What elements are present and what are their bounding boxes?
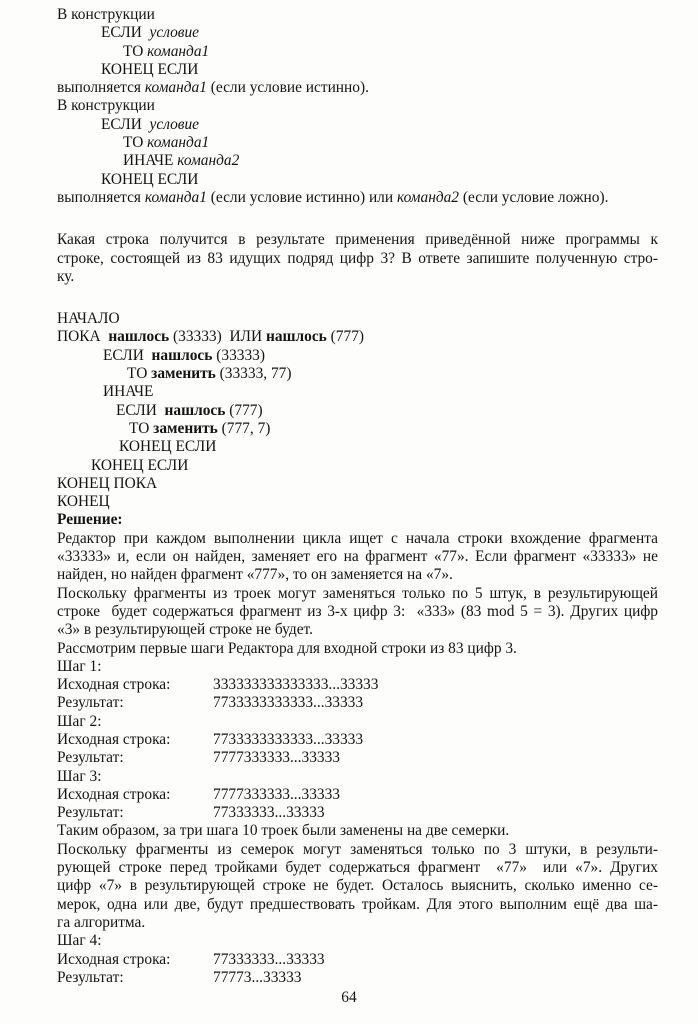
keyword-if: ЕСЛИ bbox=[116, 401, 165, 419]
paragraph-line: найден, но найден фрагмент «777», то он заменяется на «7». bbox=[57, 566, 453, 584]
page-number: 64 bbox=[341, 989, 357, 1006]
code-line-end bbox=[57, 493, 658, 511]
term-condition: условие bbox=[149, 24, 200, 42]
step-label: Шаг 3: bbox=[57, 767, 102, 785]
code-line-endif bbox=[57, 171, 658, 189]
paragraph-line: строке будет содержаться фрагмент из 3-х цифр 3: «333» (83 mod 5 = 3). Других цифр bbox=[57, 602, 658, 620]
result-value: 77773...33333 bbox=[213, 968, 302, 986]
step-result-row bbox=[57, 749, 658, 767]
keyword-endif: КОНЕЦ ЕСЛИ bbox=[91, 456, 189, 474]
func-found: нашлось bbox=[151, 346, 213, 364]
code-text: (33333) bbox=[212, 346, 265, 364]
code-line-else bbox=[57, 152, 658, 170]
paragraph-line: «3» в результирующей строке не будет. bbox=[57, 621, 313, 639]
solution-paragraph-3: Рассмотрим первые шаги Редактора для входной строки из 83 цифр 3. bbox=[57, 639, 517, 657]
source-string-value: 7777333333...33333 bbox=[213, 785, 340, 803]
result-label: Результат: bbox=[57, 694, 124, 712]
step-source-row bbox=[57, 786, 658, 804]
step-source-row bbox=[57, 676, 658, 694]
paragraph-line: га алгоритма. bbox=[57, 913, 146, 931]
question-line: строке, состоящей из 83 идущих подряд цифр 3? В ответе запишите полученную стро- bbox=[57, 249, 658, 267]
step-source-row bbox=[57, 951, 658, 969]
construct-result-line bbox=[57, 79, 658, 97]
step-2-block bbox=[57, 713, 658, 768]
keyword-while: ПОКА bbox=[57, 328, 109, 346]
code-text: (777) bbox=[225, 401, 263, 419]
step-4-block bbox=[57, 932, 658, 987]
keyword-endwhile: КОНЕЦ ПОКА bbox=[57, 474, 158, 492]
keyword-if: ЕСЛИ bbox=[103, 346, 152, 364]
source-string-value: 77333333...33333 bbox=[213, 950, 325, 968]
code-line-then bbox=[57, 134, 658, 152]
keyword-if: ЕСЛИ bbox=[101, 24, 150, 42]
keyword-then: ТО bbox=[127, 365, 152, 383]
code-line-then-nested bbox=[57, 420, 658, 438]
code-line-endif bbox=[57, 457, 658, 475]
code-line-endif bbox=[57, 61, 658, 79]
result-text: (если условие истинно). bbox=[206, 79, 369, 97]
result-text: выполняется bbox=[57, 79, 145, 97]
spacer bbox=[57, 207, 658, 231]
code-text: (33333, 77) bbox=[215, 365, 292, 383]
result-label: Результат: bbox=[57, 749, 124, 767]
solution-paragraph-2 bbox=[57, 585, 658, 640]
keyword-endif: КОНЕЦ ЕСЛИ bbox=[119, 438, 217, 456]
keyword-then: ТО bbox=[123, 42, 148, 60]
term-command1: команда1 bbox=[147, 42, 210, 60]
solution-section bbox=[57, 511, 658, 987]
code-text: (33333) ИЛИ bbox=[169, 328, 266, 346]
keyword-else: ИНАЧЕ bbox=[123, 152, 178, 170]
paragraph-line: рующей строке перед тройками будет содержаться фрагмент «77» или «7». Других bbox=[57, 859, 658, 877]
construct-intro bbox=[57, 6, 658, 24]
result-value: 7733333333333...33333 bbox=[213, 694, 364, 712]
solution-heading: Решение: bbox=[57, 511, 123, 529]
program-listing bbox=[57, 310, 658, 511]
result-text: выполняется bbox=[57, 188, 145, 206]
step-result-row bbox=[57, 694, 658, 712]
source-string-label: Исходная строка: bbox=[57, 730, 171, 748]
result-text: (если условие истинно) или bbox=[206, 188, 397, 206]
func-found: нашлось bbox=[164, 401, 226, 419]
code-line-if bbox=[57, 24, 658, 42]
source-string-label: Исходная строка: bbox=[57, 950, 171, 968]
construct-intro bbox=[57, 97, 658, 115]
code-line-then bbox=[57, 365, 658, 383]
step-3-block bbox=[57, 768, 658, 823]
solution-paragraph-1 bbox=[57, 530, 658, 585]
result-label: Результат: bbox=[57, 968, 124, 986]
result-text: (если условие ложно). bbox=[459, 188, 609, 206]
func-replace: заменить bbox=[151, 365, 216, 383]
source-string-label: Исходная строка: bbox=[57, 785, 171, 803]
page-content bbox=[57, 6, 658, 987]
code-text: (777) bbox=[326, 328, 365, 346]
keyword-endif: КОНЕЦ ЕСЛИ bbox=[101, 170, 199, 188]
term-command1: команда1 bbox=[144, 188, 207, 206]
keyword-then: ТО bbox=[123, 134, 148, 152]
code-line-if-nested bbox=[57, 402, 658, 420]
code-line-while bbox=[57, 328, 658, 346]
result-value: 77333333...33333 bbox=[213, 804, 325, 822]
code-line-then bbox=[57, 43, 658, 61]
keyword-begin: НАЧАЛО bbox=[57, 310, 120, 328]
term-command2: команда2 bbox=[177, 152, 240, 170]
paragraph-line: мерок, одна или две, будут предшествовать тройкам. Для этого выполним ещё два ша- bbox=[57, 895, 658, 913]
question-line: ку. bbox=[57, 267, 75, 285]
keyword-end: КОНЕЦ bbox=[57, 493, 110, 511]
result-value: 7777333333...33333 bbox=[213, 749, 340, 767]
solution-paragraph-5 bbox=[57, 841, 658, 932]
func-found: нашлось bbox=[108, 328, 170, 346]
code-line-endif-nested bbox=[57, 438, 658, 456]
term-condition: условие bbox=[149, 115, 200, 133]
source-string-value: 7733333333333...33333 bbox=[213, 730, 364, 748]
keyword-endif: КОНЕЦ ЕСЛИ bbox=[101, 60, 199, 78]
term-command1: команда1 bbox=[144, 79, 207, 97]
func-replace: заменить bbox=[153, 419, 218, 437]
construct-intro-text: В конструкции bbox=[57, 97, 155, 115]
code-line-else bbox=[57, 383, 658, 401]
source-string-label: Исходная строка: bbox=[57, 676, 171, 694]
step-label: Шаг 1: bbox=[57, 657, 102, 675]
func-found: нашлось bbox=[265, 328, 327, 346]
step-label: Шаг 2: bbox=[57, 712, 102, 730]
step-result-row bbox=[57, 969, 658, 987]
step-1-block bbox=[57, 658, 658, 713]
code-line-if bbox=[57, 116, 658, 134]
construct-intro-text: В конструкции bbox=[57, 6, 155, 23]
construct-result-line bbox=[57, 189, 658, 207]
spacer bbox=[57, 286, 658, 310]
term-command2: команда2 bbox=[396, 188, 460, 206]
construct-if-then-else-block bbox=[57, 97, 658, 207]
source-string-value: 333333333333333...33333 bbox=[213, 676, 379, 694]
construct-if-then-block bbox=[57, 6, 658, 97]
keyword-else: ИНАЧЕ bbox=[103, 383, 154, 401]
question-paragraph bbox=[57, 231, 658, 286]
result-label: Результат: bbox=[57, 804, 124, 822]
code-text: (777, 7) bbox=[217, 419, 271, 437]
step-source-row bbox=[57, 731, 658, 749]
paragraph-line: «33333» и, если он найден, заменяет его на фрагмент «77». Если фрагмент «33333» не bbox=[57, 548, 658, 566]
question-line: Какая строка получится в результате применения приведённой ниже программы к bbox=[57, 231, 658, 249]
keyword-if: ЕСЛИ bbox=[101, 115, 150, 133]
step-label: Шаг 4: bbox=[57, 932, 102, 950]
solution-paragraph-4: Таким образом, за три шага 10 троек были заменены на две семерки. bbox=[57, 822, 510, 840]
keyword-then: ТО bbox=[129, 419, 154, 437]
code-line-if bbox=[57, 347, 658, 365]
paragraph-line: Поскольку фрагменты из троек могут заменяться только по 5 штук, в результирующей bbox=[57, 584, 658, 602]
paragraph-line: Поскольку фрагменты из семерок могут заменяться только по 3 штуки, в результи- bbox=[57, 840, 658, 858]
paragraph-line: Редактор при каждом выполнении цикла ищет с начала строки вхождение фрагмента bbox=[57, 529, 658, 547]
code-line-endwhile bbox=[57, 475, 658, 493]
code-line-begin bbox=[57, 310, 658, 328]
step-result-row bbox=[57, 804, 658, 822]
paragraph-line: цифр «7» в результирующей строке не будет. Осталось выяснить, сколько именно се- bbox=[57, 877, 658, 895]
term-command1: команда1 bbox=[147, 134, 210, 152]
